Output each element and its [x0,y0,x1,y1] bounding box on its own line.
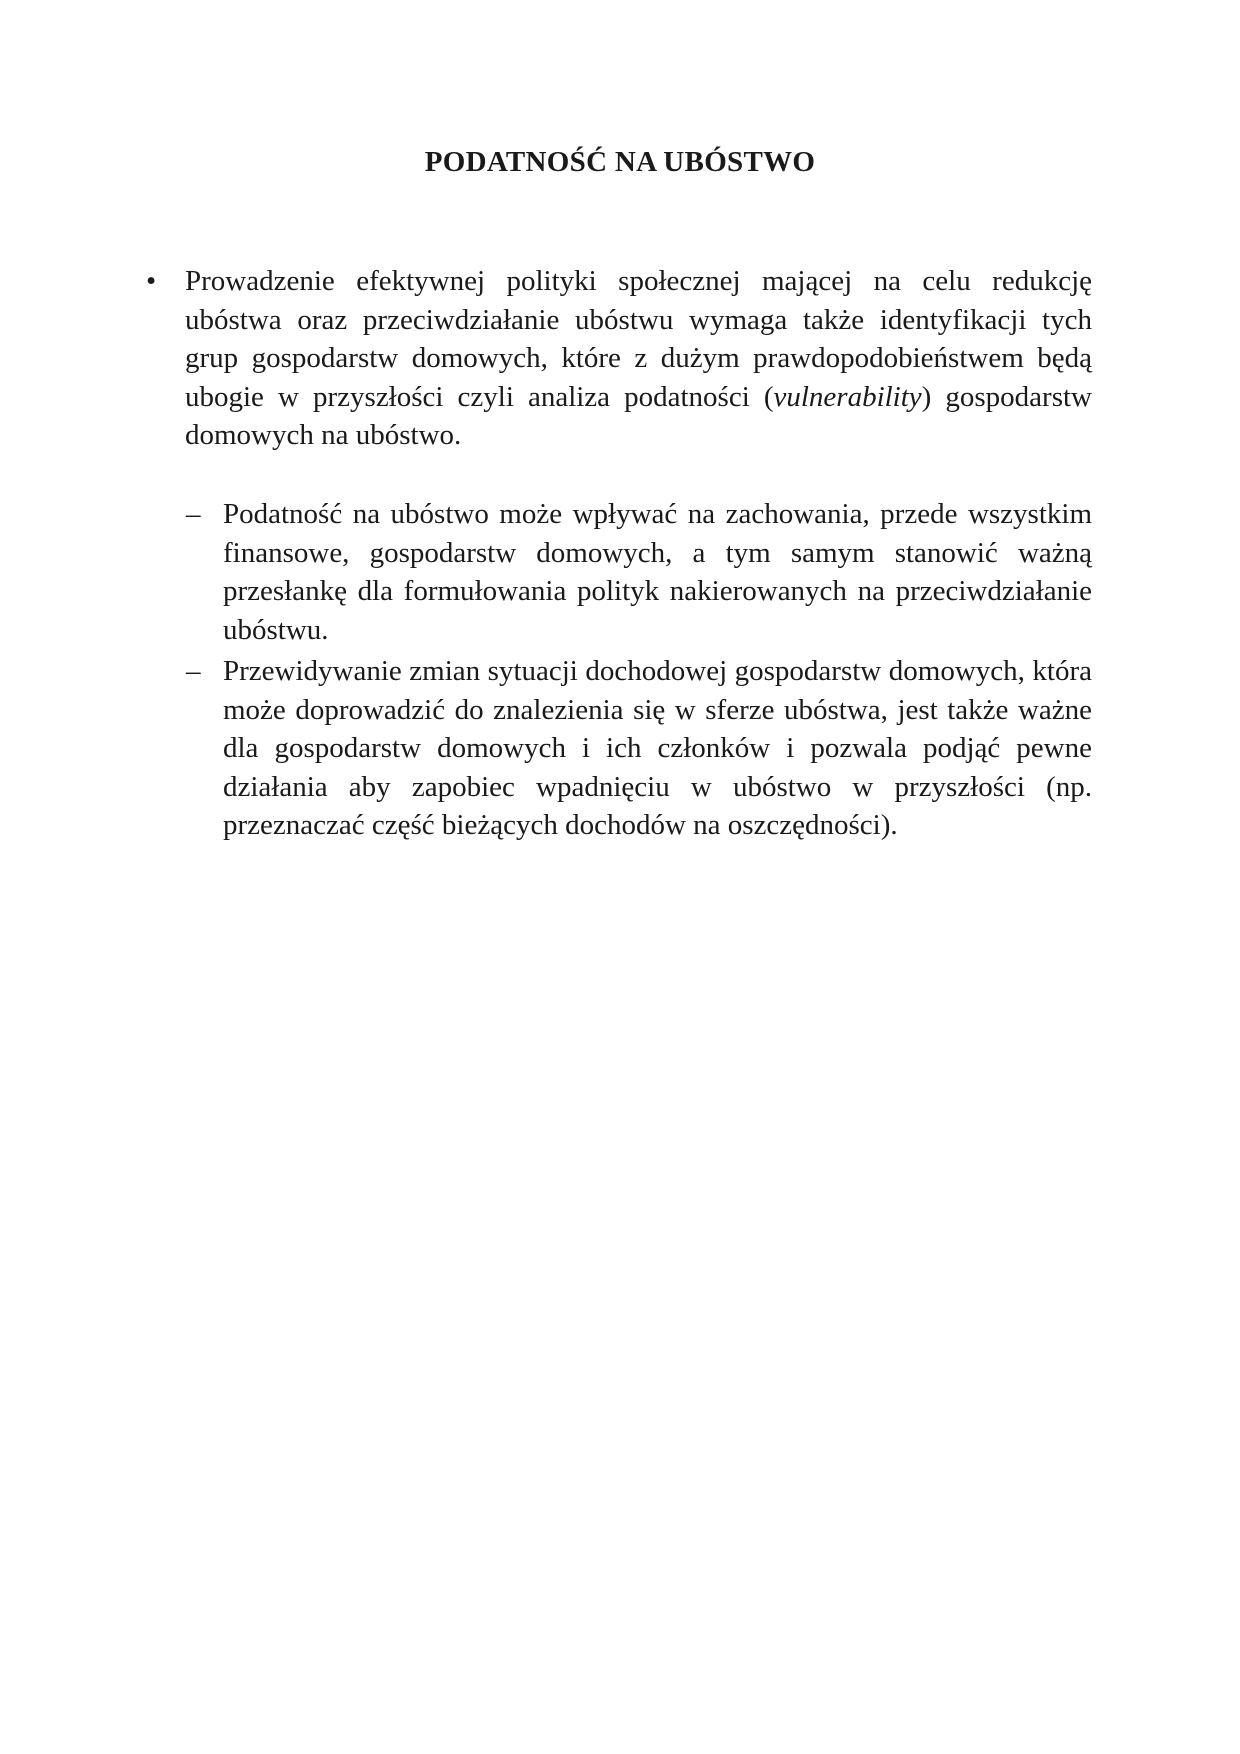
bullet-paragraph [185,262,1092,455]
bullet-text-start: Prowadzenie efektywnej polityki społecznej mającej na celu redukcję ubóstwa oraz przeciwdziałanie ubóstwu wymaga także identyfikacji tych grup gospodarstw domowych, które z dużym prawdopodobieństwem będą ubogie w przyszłości czyli analiza podatności ( [185,265,1092,413]
italic-term: vulnerability [773,380,922,413]
bullet-text-end: ) gospodarstw domowych na ubóstwo. [185,380,1092,451]
dash-marker-2: – [186,655,201,687]
subitem-paragraph-1: Podatność na ubóstwo może wpływać na zachowania, przede wszystkim finansowe, gospodarstw domowych, a tym samym stanowić ważną przesłankę dla formułowania polityk nakierowanych na przeciwdziałanie ubóstwu. [223,498,1092,646]
page-title: PODATNOŚĆ NA UBÓSTWO [424,146,816,178]
dash-marker-1: – [186,498,201,530]
subitem-paragraph-2: Przewidywanie zmian sytuacji dochodowej gospodarstw domowych, która może doprowadzić do znalezienia się w sferze ubóstwa, jest także ważne dla gospodarstw domowych i ich członków i pozwala podjąć pewne działania aby zapobiec wpadnięciu w ubóstwo w przyszłości (np. przeznaczać część bieżących dochodów na oszczędności). [223,655,1092,841]
bullet-marker: • [146,265,157,297]
